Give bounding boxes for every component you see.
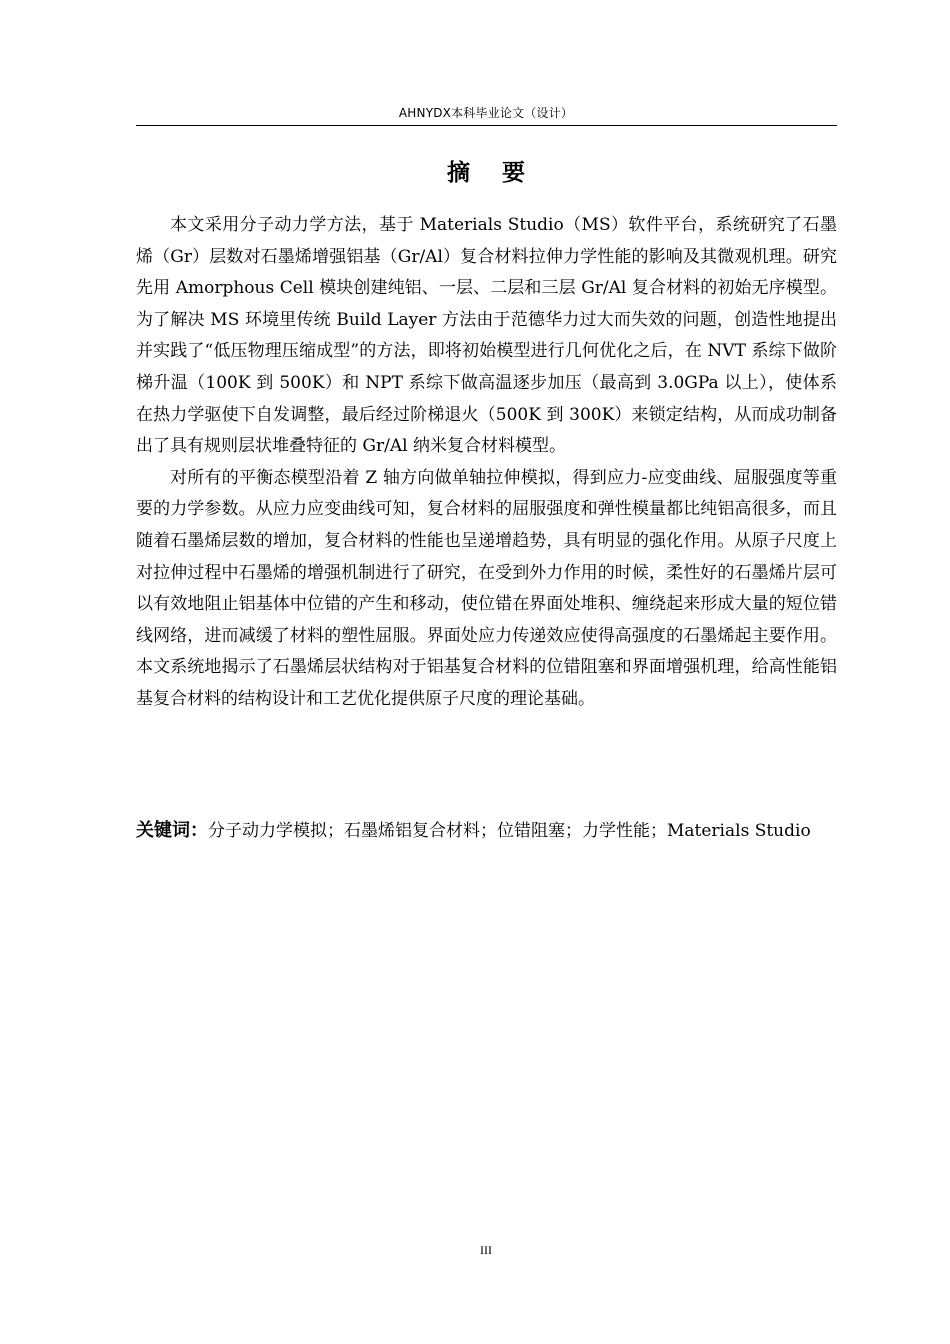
abstract-body [136, 210, 837, 716]
keywords-text: 分子动力学模拟；石墨烯铝复合材料；位错阻塞；力学性能；Materials Studio [208, 821, 811, 841]
keywords-label: 关键词： [136, 820, 208, 841]
header-divider [136, 125, 837, 126]
running-header: AHNYDX本科毕业论文（设计） [398, 106, 574, 120]
abstract-title: 摘 要 [446, 160, 537, 186]
keywords-line [136, 815, 837, 847]
abstract-paragraph-1: 本文采用分子动力学方法，基于 Materials Studio（MS）软件平台，系统研究了石墨烯（Gr）层数对石墨烯增强铝基（Gr/Al）复合材料拉伸力学性能的影响及其微观机理。研究先用 Amorphous Cell 模块创建纯铝、一层、二层和三层 Gr/Al 复合材料的初始无序模型。为了解决 MS 环境里传统 Build Layer 方法由于范德华力过大而失效的问题，创造性地提出并实践了“低压物理压缩成型”的方法，即将初始模型进行几何优化之后，在 NVT 系综下做阶梯升温（100K 到 500K）和 NPT 系综下做高温逐步加压（最高到 3.0GPa 以上），使体系在热力学驱使下自发调整，最后经过阶梯退火（500K 到 300K）来锁定结构，从而成功制备出了具有规则层状堆叠特征的 Gr/Al 纳米复合材料模型。 [136, 215, 837, 457]
abstract-paragraph-2: 对所有的平衡态模型沿着 Z 轴方向做单轴拉伸模拟，得到应力-应变曲线、屈服强度等重要的力学参数。从应力应变曲线可知，复合材料的屈服强度和弹性模量都比纯铝高很多，而且随着石墨烯层数的增加，复合材料的性能也呈递增趋势，具有明显的强化作用。从原子尺度上对拉伸过程中石墨烯的增强机制进行了研究，在受到外力作用的时候，柔性好的石墨烯片层可以有效地阻止铝基体中位错的产生和移动，使位错在界面处堆积、缠绕起来形成大量的短位错线网络，进而减缓了材料的塑性屈服。界面处应力传递效应使得高强度的石墨烯起主要作用。本文系统地揭示了石墨烯层状结构对于铝基复合材料的位错阻塞和界面增强机理，给高性能铝基复合材料的结构设计和工艺优化提供原子尺度的理论基础。 [136, 467, 837, 709]
page-number: III [480, 1243, 492, 1257]
